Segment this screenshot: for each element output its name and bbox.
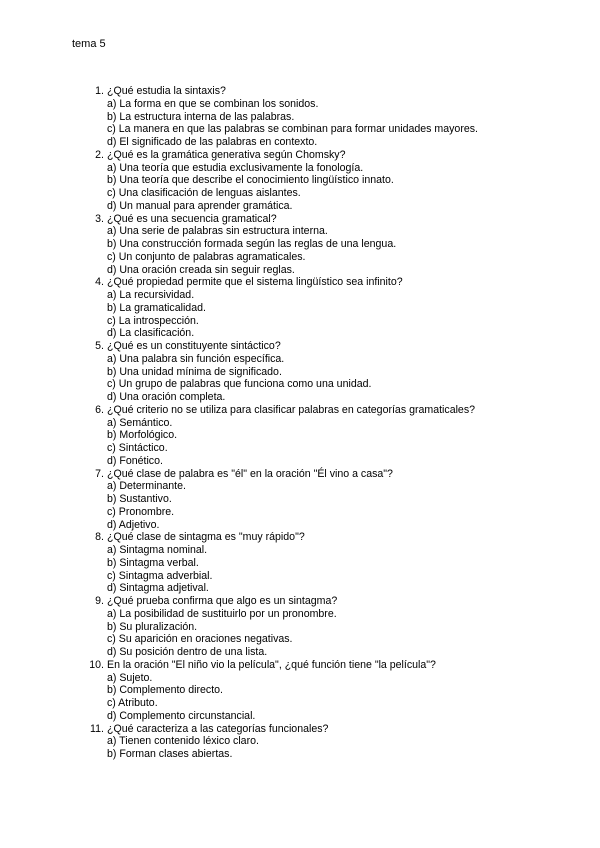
answer-option: b) Complemento directo. <box>107 684 223 697</box>
question-text: ¿Qué propiedad permite que el sistema lingüístico sea infinito? <box>107 276 403 289</box>
question-number: 2. <box>95 148 104 161</box>
answer-option: d) El significado de las palabras en contexto. <box>107 136 318 148</box>
answer-option: b) La estructura interna de las palabras. <box>107 110 295 123</box>
answer-option: c) Pronombre. <box>107 505 175 518</box>
question-text: ¿Qué es una secuencia gramatical? <box>107 212 277 225</box>
answer-option: c) Un conjunto de palabras agramaticales. <box>107 250 306 263</box>
answer-option: b) Una teoría que describe el conocimiento lingüístico innato. <box>107 174 394 187</box>
question-number: 1. <box>95 85 104 97</box>
answer-option: a) Una teoría que estudia exclusivamente la fonología. <box>107 161 364 174</box>
answer-option: d) Su posición dentro de una lista. <box>107 646 268 658</box>
answer-option: c) La introspección. <box>107 314 199 327</box>
question <box>72 531 532 595</box>
question-text: ¿Qué estudia la sintaxis? <box>107 85 226 97</box>
answer-option: d) Complemento circunstancial. <box>107 709 256 722</box>
answer-option: c) Sintagma adverbial. <box>107 569 213 582</box>
answer-option: b) La gramaticalidad. <box>107 301 206 314</box>
question-text: ¿Qué clase de sintagma es "muy rápido"? <box>107 531 305 544</box>
question <box>72 276 532 340</box>
question <box>72 468 532 532</box>
answer-option: b) Una unidad mínima de significado. <box>107 365 282 378</box>
answer-option: a) Determinante. <box>107 480 186 493</box>
question <box>72 340 532 404</box>
question <box>72 723 532 761</box>
answer-option: d) La clasificación. <box>107 327 195 340</box>
answer-option: c) Atributo. <box>107 697 158 709</box>
question-number: 6. <box>95 403 104 416</box>
document-header: tema 5 <box>72 38 106 50</box>
answer-option: b) Forman clases abiertas. <box>107 748 233 760</box>
question-number: 10. <box>89 658 104 671</box>
question-text: ¿Qué es la gramática generativa según Chomsky? <box>107 148 346 161</box>
question-text: ¿Qué prueba confirma que algo es un sintagma? <box>107 595 338 607</box>
question <box>72 213 532 277</box>
answer-option: c) Un grupo de palabras que funciona como una unidad. <box>107 378 372 391</box>
question-text: En la oración "El niño vio la película", ¿qué función tiene "la película"? <box>107 658 436 671</box>
answer-option: b) Su pluralización. <box>107 620 198 633</box>
question <box>72 595 532 659</box>
answer-option: d) Adjetivo. <box>107 518 160 531</box>
answer-option: a) Sujeto. <box>107 671 153 684</box>
answer-option: d) Una oración creada sin seguir reglas. <box>107 263 295 276</box>
answer-option: a) Una serie de palabras sin estructura interna. <box>107 225 328 238</box>
question-number: 3. <box>95 212 104 225</box>
answer-option: a) Sintagma nominal. <box>107 544 208 556</box>
question-text: ¿Qué caracteriza a las categorías funcionales? <box>107 722 329 735</box>
question-text: ¿Qué clase de palabra es "él" en la oración "Él vino a casa"? <box>107 467 393 480</box>
answer-option: b) Una construcción formada según las reglas de una lengua. <box>107 238 397 250</box>
answer-option: d) Un manual para aprender gramática. <box>107 199 293 212</box>
question-list <box>72 85 532 761</box>
question <box>72 659 532 723</box>
question-number: 4. <box>95 276 104 289</box>
question-number: 5. <box>95 340 104 352</box>
answer-option: b) Sustantivo. <box>107 493 172 505</box>
answer-option: d) Sintagma adjetival. <box>107 582 209 595</box>
question-text: ¿Qué criterio no se utiliza para clasificar palabras en categorías gramaticales? <box>107 403 476 416</box>
question <box>72 149 532 213</box>
answer-option: a) Una palabra sin función específica. <box>107 352 285 365</box>
question-number: 9. <box>95 595 104 607</box>
answer-option: b) Sintagma verbal. <box>107 556 199 569</box>
answer-option: d) Fonético. <box>107 454 163 467</box>
question-text: ¿Qué es un constituyente sintáctico? <box>107 340 281 352</box>
answer-option: a) La recursividad. <box>107 289 195 301</box>
answer-option: a) La forma en que se combinan los sonidos. <box>107 97 319 110</box>
question <box>72 85 532 149</box>
question-number: 11. <box>90 722 104 735</box>
answer-option: c) Una clasificación de lenguas aislantes. <box>107 187 301 199</box>
answer-option: c) La manera en que las palabras se combinan para formar unidades mayores. <box>107 123 478 136</box>
answer-option: a) Semántico. <box>107 416 173 429</box>
answer-option: c) Su aparición en oraciones negativas. <box>107 633 293 646</box>
answer-option: a) Tienen contenido léxico claro. <box>107 735 259 748</box>
answer-option: a) La posibilidad de sustituirlo por un pronombre. <box>107 607 337 620</box>
question-number: 8. <box>95 531 104 544</box>
question <box>72 404 532 468</box>
answer-option: d) Una oración completa. <box>107 391 226 403</box>
answer-option: b) Morfológico. <box>107 429 178 442</box>
answer-option: c) Sintáctico. <box>107 442 168 454</box>
question-number: 7. <box>95 467 104 480</box>
